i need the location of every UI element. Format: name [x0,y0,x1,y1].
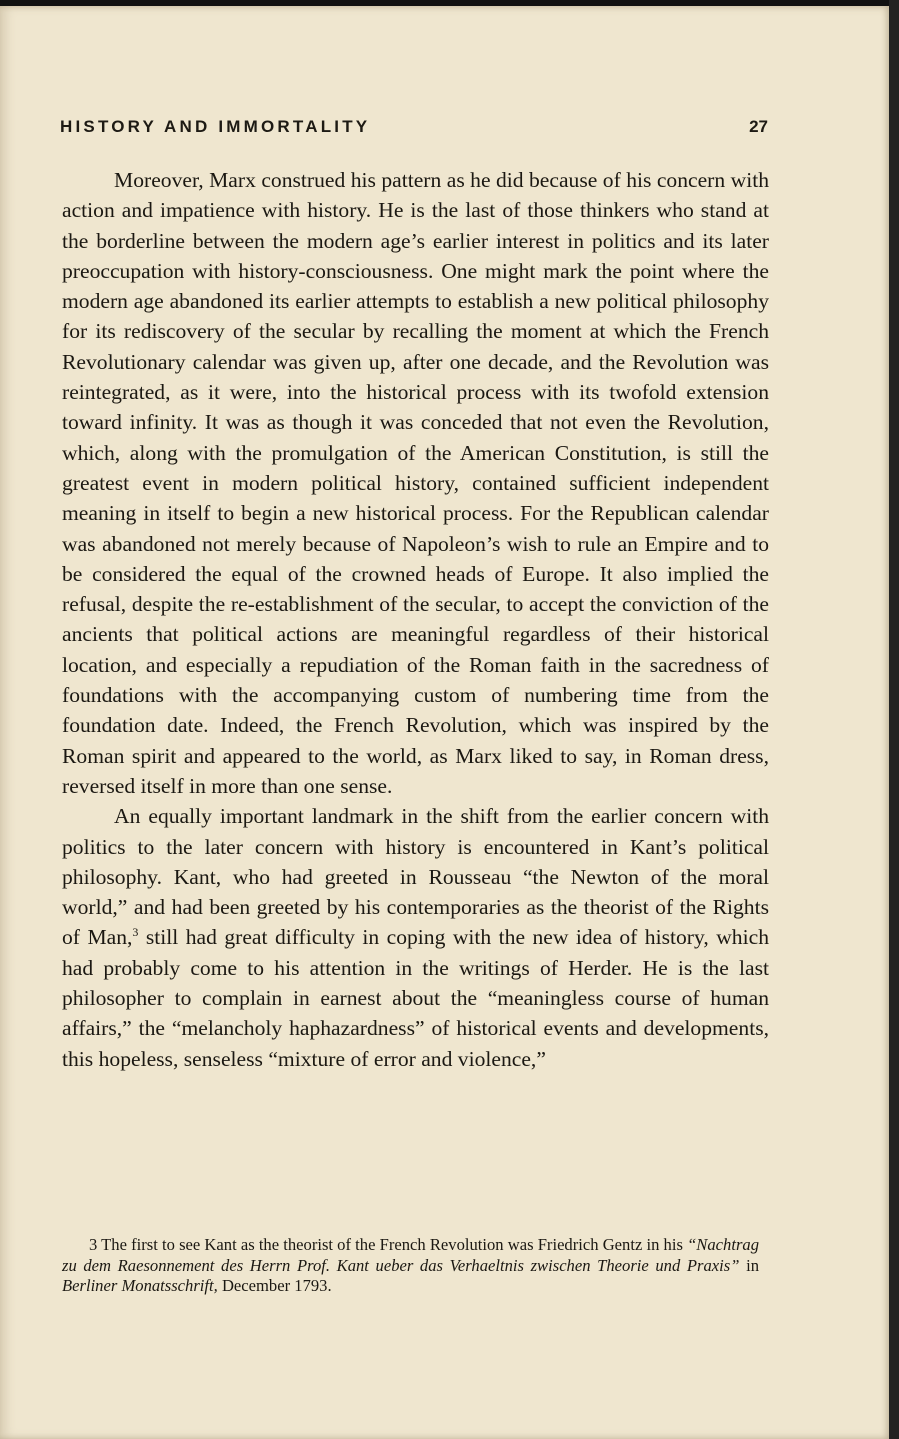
footnote-number: 3 [89,1235,98,1254]
footnote-text: in [739,1255,760,1275]
running-head [60,117,768,141]
footnote-text: The first to see Kant as the theorist of the French Revolution was Friedrich Gentz in his [97,1235,688,1254]
body-paragraph: Moreover, Marx construed his pattern as he did because of his concern with action and impatience with history. He is the last of those thinkers who stand at the borderline between the modern age’s earlier interest in politics and its later preoccupation with history-consciousness. One might mark the point where the modern age abandoned its earlier attempts to establish a new political philosophy for its rediscovery of the secular by recalling the moment at which the French Revolutionary calendar was given up, after one decade, and the Revolution was reintegrated, as it were, into the historical process with its twofold extension toward infinity. It was as though it was conceded that not even the Revolution, which, along with the promulgation of the American Constitution, is still the greatest event in modern political history, contained sufficient independent meaning in itself to begin a new historical process. For the Republican calendar was abandoned not merely because of Napoleon’s wish to rule an Empire and to be considered the equal of the crowned heads of Europe. It also implied the refusal, despite the re-establishment of the secular, to accept the conviction of the ancients that political actions are meaningful regardless of their historical location, and especially a repudiation of the Roman faith in the sacredness of foundations with the accompanying custom of numbering time from the foundation date. Indeed, the French Revolution, which was inspired by the Roman spirit and appeared to the world, as Marx liked to say, in Roman dress, reversed itself in more than one sense. [62,168,769,798]
footnote-reference: 3 [132,925,139,940]
footnote [62,1235,759,1297]
page-number: 27 [749,117,768,136]
footnote-cited-title: “Nachtrag zu dem Raesonnement des Herrn Prof. Kant ueber das Verhaeltnis zwischen Theorie und Praxis” [62,1235,759,1275]
footnote-paragraph [62,1235,759,1297]
footnote-journal-title: Berliner Monatsschrift, [62,1276,218,1295]
paragraph-text: still had great difficulty in coping with the new idea of history, which had probably come to his attention in the writings of Herder. He is the last philosopher to complain in earnest about the “meaningless course of human affairs,” the “melancholy haphazardness” of historical events and developments, this hopeless, senseless “mixture of error and violence,” [62,925,769,1071]
body-paragraph [62,801,769,1074]
running-head-title: HISTORY AND IMMORTALITY [60,117,371,136]
footnote-text: December 1793. [217,1276,332,1295]
paragraph-text: An equally important landmark in the shift from the earlier concern with politics to the later concern with history is encountered in Kant’s political philosophy. Kant, who had greeted in Rousseau “the Newton of the moral world,” and had been greeted by his contemporaries as the theorist of the Rights of Man, [62,804,769,950]
book-gutter-edge [889,0,899,1439]
body-text [62,165,769,1074]
